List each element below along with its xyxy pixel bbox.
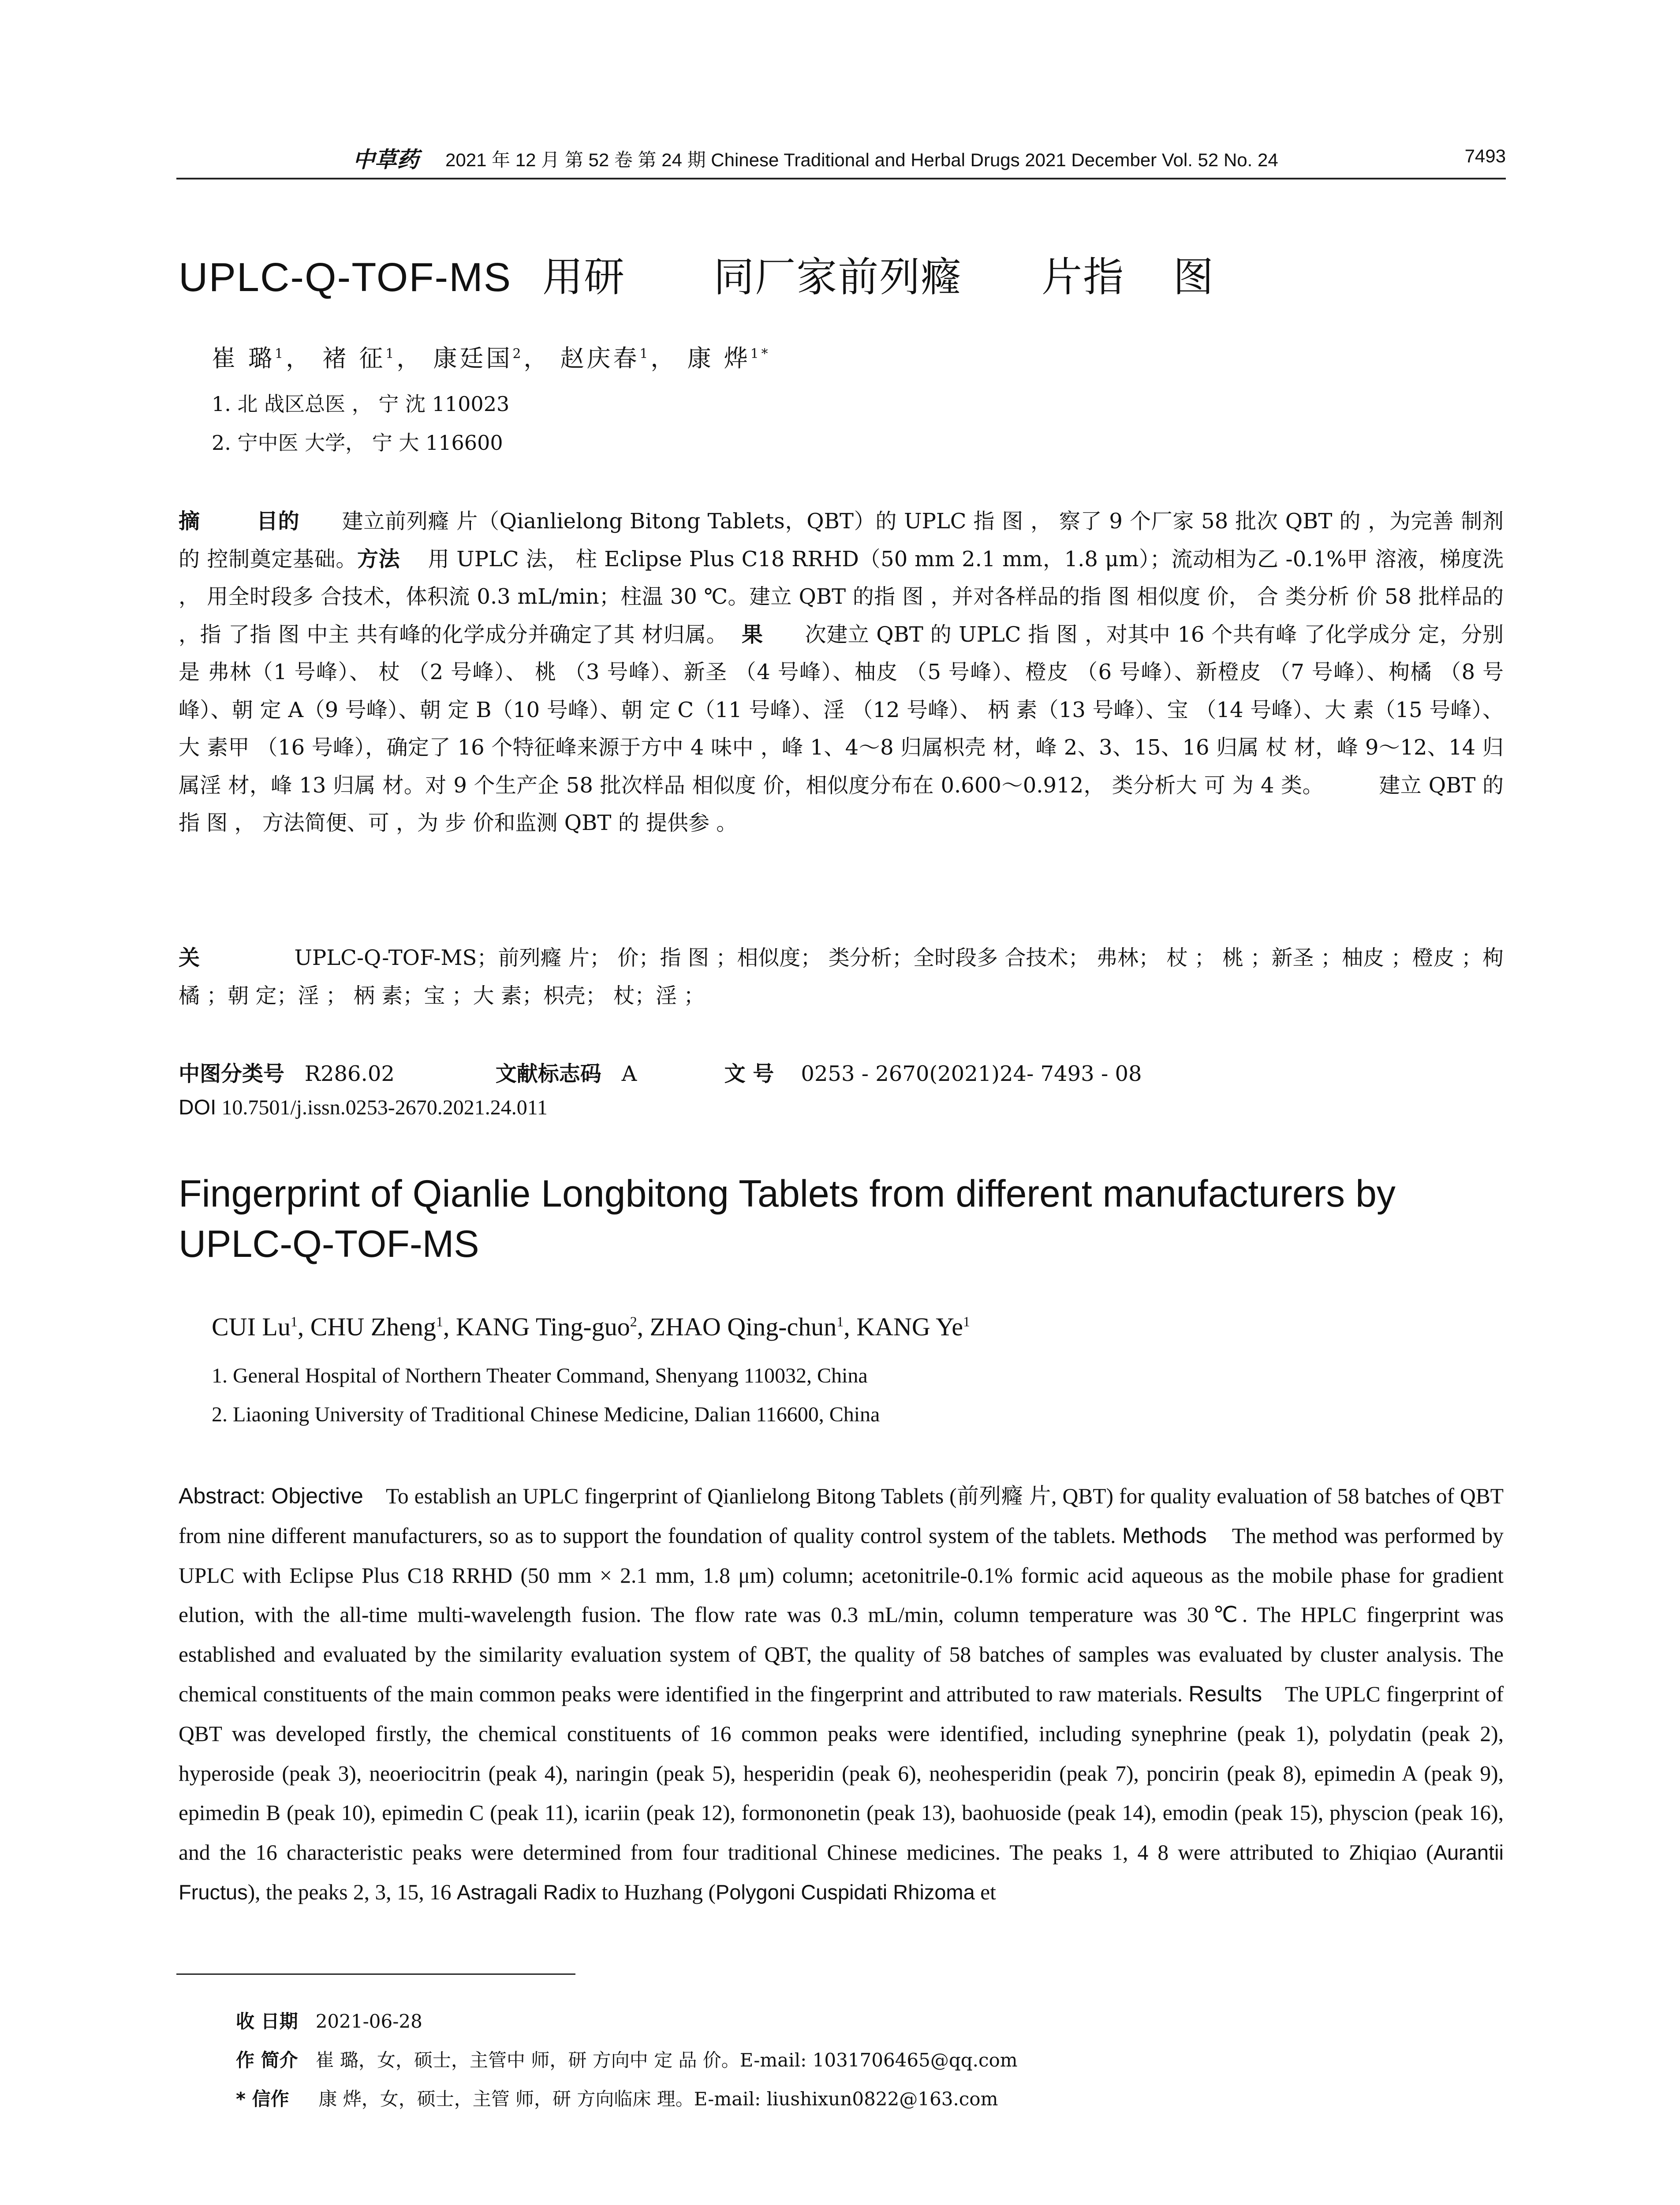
affiliation-cn: 1. 北 战区总医 ， 宁 沈 110023 <box>212 392 510 416</box>
abstract-label-en: Abstract: <box>179 1484 266 1508</box>
objective-en: To establish an UPLC fingerprint of Qianlielong Bitong Tablets (前列癃 片, QBT) for quality evaluation of 58 batches of QBT from nine different manufacturers, so as to support the foundation of quality control system of the tablets. <box>179 1484 1504 1548</box>
authors-cn: 崔 璐$^1$， 褚 征$^1$， 康廷国$^2$， 赵庆春$^1$， 康 烨$^{1*}$ <box>212 344 771 372</box>
objective-cn: 建立前列癃 片（Qianlielong Bitong Tablets，QBT）的 UPLC 指 图 ， 察了 9 个厂家 58 批次 QBT 的 ，为完善 制剂的 控制奠定基础。 <box>179 509 1504 572</box>
author-en: ZHAO Qing-chun$^1$ <box>650 1312 844 1341</box>
doc-code-label: 文献标志码 <box>495 1061 601 1086</box>
abstract-cn <box>179 503 1504 842</box>
results-en: The UPLC fingerprint of QBT was developed firstly, the chemical constituents of 16 common peaks were identified, including synephrine (peak 1), polydatin (peak 2), hyperoside (peak 3), neoeriocitrin (peak 4), naringin (peak 5), hesperidin (peak 6), neohesperidin (peak 7), poncirin (peak 8), epimedin A (peak 9), epimedin B (peak 10), epimedin C (peak 11), icariin (peak 12), formononetin (peak 13), baohuoside (peak 14), emodin (peak 15), physcion (peak 16), and the 16 characteristic peaks were determined from four traditional Chinese medicines. The peaks 1, 4 8 were attributed to Zhiqiao ( <box>179 1682 1504 1865</box>
article-id-label: 文 号 <box>724 1061 774 1086</box>
methods-en: The method was performed by UPLC with Eclipse Plus C18 RRHD (50 mm × 2.1 mm, 1.8 μm) column; acetonitrile-0.1% formic acid aqueous as the mobile phase for gradient elution, with the all-time multi-wavelength fusion. The flow rate was 0.3 mL/min, column temperature was 30℃. The HPLC fingerprint was established and evaluated by the similarity evaluation system of QBT, the quality of 58 batches of samples was evaluated by cluster analysis. The chemical constituents of the main common peaks were identified in the fingerprint and attributed to raw materials. <box>179 1523 1504 1706</box>
objective-label-cn: 目的 <box>256 509 300 534</box>
article-id-value: 0253 - 2670(2021)24- 7493 - 08 <box>801 1061 1142 1086</box>
latin-name: Astragali Radix <box>457 1880 597 1904</box>
clc-label: 中图分类号 <box>179 1061 285 1086</box>
abstract-en <box>179 1476 1504 1912</box>
results-en-cont: et <box>980 1880 996 1904</box>
title-cn-part: 图 <box>1173 255 1215 300</box>
objective-label-en: Objective <box>271 1484 363 1508</box>
title-en: Fingerprint of Qianlie Longbitong Tablets from different manufacturers by UPLC-Q-TOF-MS <box>179 1173 1396 1265</box>
results-en-cont: to Huzhang ( <box>601 1880 716 1904</box>
keywords-text-cn: UPLC-Q-TOF-MS；前列癃 片； 价；指 图 ；相似度； 类分析；全时段多 合技术； 弗林； 杖 ； 桃 ；新圣 ；柚皮 ；橙皮 ；枸橘 ；朝 定；淫 ； 柄 素；宝 ；大 素；枳壳； 杖；淫 ； <box>179 946 1504 1008</box>
title-cn <box>179 245 1254 303</box>
author-cn: 崔 璐$^1$ <box>212 344 286 372</box>
keywords-label-cn: 关 <box>179 946 200 970</box>
methods-label-cn: 方法 <box>357 546 400 572</box>
footnote-corresponding: * 信作 康 烨，女，硕士，主管 师，研 方向临床 理。E-mail: liushixun0822@163.com <box>236 2088 998 2110</box>
journal-issue-line: 2021 年 12 月 第 52 卷 第 24 期 Chinese Traditional and Herbal Drugs 2021 December Vol. 52 No. 24 <box>445 149 1278 170</box>
running-header <box>0 146 1506 175</box>
doi-label: DOI <box>179 1096 217 1119</box>
affiliation-cn: 2. 宁中医 大学， 宁 大 116600 <box>212 431 503 455</box>
author-cn: 康 烨$^{1*}$ <box>687 344 771 372</box>
author-en: KANG Ting-guo$^2$ <box>455 1312 637 1341</box>
results-cn: 次建立 QBT 的 UPLC 指 图 ，对其中 16 个共有峰 了化学成分 定，分别是 弗林（1 号峰）、 杖 （2 号峰）、 桃 （3 号峰）、新圣 （4 号峰）、柚皮 （5 号峰）、橙皮 （6 号峰）、新橙皮 （7 号峰）、枸橘 （8 号峰）、朝 定 A（9 号峰）、朝 定 B（10 号峰）、朝 定 C（11 号峰）、淫 （12 号峰）、 柄 素（13 号峰）、宝 （14 号峰）、大 素（15 号峰）、大 素甲 （16 号峰），确定了 16 个特征峰来源于方中 4 味中 ，峰 1、4～8 归属枳壳 材，峰 2、3、15、16 归属 杖 材，峰 9～12、14 归属淫 材，峰 13 归属 材。对 9 个生产企 58 批次样品 相似度 价，相似度分布在 0.600～0.912， 类分析大 可 为 4 类。 <box>179 622 1504 798</box>
title-cn-part: 同厂家前列癃 <box>713 255 963 300</box>
footnote-received: 收 日期 2021-06-28 <box>236 2011 422 2032</box>
results-label-cn: 果 <box>741 622 763 647</box>
latin-name: Polygoni Cuspidati Rhizoma <box>715 1880 975 1904</box>
doc-code-value: A <box>621 1061 637 1086</box>
author-en: CHU Zheng$^1$ <box>310 1312 443 1341</box>
results-label-en: Results <box>1188 1681 1262 1706</box>
title-cn-part: 用研 <box>542 255 626 300</box>
title-cn-part: 片指 <box>1042 255 1125 300</box>
author-en: CUI Lu$^1$ <box>212 1312 298 1341</box>
header-rule <box>176 178 1506 179</box>
title-cn-part: UPLC-Q-TOF-MS <box>179 255 512 300</box>
footnotes <box>236 2002 1018 2119</box>
latin-name: Aurantii Fructus <box>179 1841 1504 1904</box>
doi-line <box>179 1095 548 1120</box>
methods-label-en: Methods <box>1122 1523 1207 1548</box>
author-en: KANG Ye$^1$ <box>856 1312 970 1341</box>
footnote-author: 作 简介 崔 璐，女，硕士，主管中 师，研 方向中 定 品 价。E-mail: 1031706465@qq.com <box>236 2049 1018 2071</box>
doi-value: 10.7501/j.issn.0253-2670.2021.24.011 <box>221 1096 548 1119</box>
results-en-cont: ), the peaks 2, 3, 15, 16 <box>247 1880 452 1904</box>
abstract-label-cn: 摘 <box>179 509 200 534</box>
keywords-cn <box>179 939 1504 1015</box>
author-cn: 赵庆春$^1$ <box>560 344 651 372</box>
footnote-rule <box>176 1973 575 1975</box>
page-number: 7493 <box>1464 146 1506 166</box>
classification-line <box>179 1057 1142 1087</box>
methods-cn: 用 UPLC 法， 柱 Eclipse Plus C18 RRHD（50 mm 2.1 mm，1.8 μm）；流动相为乙 -0.1%甲 溶液，梯度洗 ， 用全时段多 合技术，体积流 0.3 mL/min；柱温 30 ℃。建立 QBT 的指 图 ，并对各样品的指 图 相似度 价， 合 类分析 价 58 批样品的 ，指 了指 图 中主 共有峰的化学成分并确定了其 材归属。 <box>179 546 1504 647</box>
authors-en: CUI Lu$^1$, CHU Zheng$^1$, KANG Ting-guo$^2$, ZHAO Qing-chun$^1$, KANG Ye$^1$ <box>212 1312 970 1341</box>
journal-logo-cn: 中草药 <box>353 146 419 172</box>
author-cn: 康廷国$^2$ <box>433 344 524 372</box>
affiliation-en: 1. General Hospital of Northern Theater Command, Shenyang 110032, China <box>212 1364 868 1387</box>
affiliation-en: 2. Liaoning University of Traditional Chinese Medicine, Dalian 116600, China <box>212 1403 880 1426</box>
conclusion-cn: 建立 QBT 的指 图 ， 方法简便、可 ，为 步 价和监测 QBT 的 提供参 。 <box>179 773 1504 835</box>
clc-value: R286.02 <box>304 1061 395 1086</box>
author-cn: 褚 征$^1$ <box>322 344 397 372</box>
